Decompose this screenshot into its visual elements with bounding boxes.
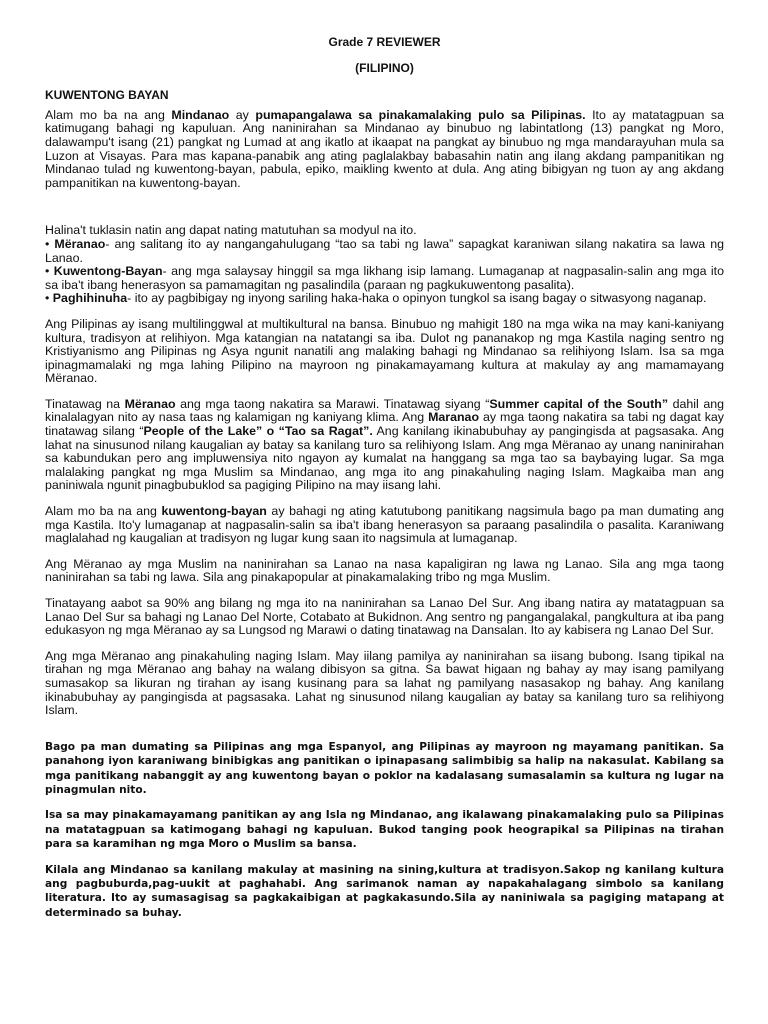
modyul-intro: Halina't tuklasin natin ang dapat nating matutuhan sa modyul na ito. bbox=[45, 223, 417, 238]
meranao-paragraph: Tinatawag na Mëranao ang mga taong nakatira sa Marawi. Tinatawag siyang “Summer capital of the South” dahil ang kinalalagyan nito ay nasa taas ng kalamigan ng kaniyang klima. Ang Maranao ay mga taong nakatira sa tabi ng dagat kay tinatawag silang “People of the Lake” o “Tao sa Ragat”. Ang kanilang ikinabubuhay ay pangingisda at pagsasaka. Ang lahat na sinusunod nilang kaugalian ay batay sa kanilang turo sa relihiyong Islam. Ang mga Mëranao ay unang naninirahan sa kabundukan pero ang impluwensiya nito ngayon ay kumalat na hanggang sa mga tao sa baybaying lugar. Sa mga malalaking pangkat ng mga Muslim sa Mindanao, ang mga ito ang pinakahuling naging Islam. Magkaiba man ang paniniwala ngunit pinagbubuklod sa pagiging Pilipino na may iisang lahi. bbox=[45, 396, 725, 493]
second-section bbox=[45, 740, 724, 920]
term-name: Paghihinuha bbox=[52, 291, 128, 306]
term-item: • Paghihinuha- ito ay pagbibigay ng inyong sariling haka-haka o opinyon tungkol sa isang bagay o sitwasyong naganap. bbox=[45, 291, 707, 306]
section-heading: KUWENTONG BAYAN bbox=[45, 88, 169, 103]
islam-paragraph: Ang mga Mëranao ang pinakahuling naging Islam. May iilang pamilya ay naninirahan sa iisang bubong. Isang tipikal na tirahan ng mga Mëranao ang bahay na walang dibisyon sa gitna. Sa bawat higaan ng bahay ay may isang pamilyang sumasakop sa likuran ng tirahan ay isang kusinang para sa lahat ng pamilyang nasasakop ng bahay. Ang kanilang ikinabubuhay ay pangingisda at pagsasaka. Lahat ng sinusunod nilang kaugalian ay batay sa kanilang turo sa relihiyong Islam. bbox=[45, 648, 724, 718]
document-title: Grade 7 REVIEWER bbox=[328, 35, 441, 49]
term-item: • Kuwentong-Bayan- ang mga salaysay hinggil sa mga likhang isip lamang. Lumaganap at nagpasalin-salin ang mga ito sa iba't ibang henerasyon sa pamamagitan ng pasalindila (paraan ng pagkukuwentong pasalita). bbox=[45, 264, 724, 292]
mindanao-kultura-paragraph: Kilala ang Mindanao sa kanilang makulay at masining na sining,kultura at tradisyon.Sakop ng kanilang kultura ang pagbuburda,pag-uukit at paghahabi. Ang sarimanok naman ay napakahalagang simbolo sa kanilang literatura. Ito ay sumasagisag sa pagkakaibigan at pagkakasundo.Sila ay naniniwala sa pagiging matapang at determinado sa buhay. bbox=[45, 863, 724, 919]
term-item: • Mëranao- ang salitang ito ay nangangahulugang “tao sa tabi ng lawa” sapagkat karaniwan silang nakatira sa lawa ng Lanao. bbox=[45, 236, 724, 265]
term-definition: - ang mga salaysay hinggil sa mga likhang isip lamang. Lumaganap at nagpasalin-salin ang mga ito sa iba't ibang henerasyon sa pamamagitan ng pasalindila (paraan ng pagkukuwentong pasalita). bbox=[45, 264, 724, 292]
term-name: Kuwentong-Bayan bbox=[53, 264, 163, 279]
tinatayang-paragraph: Tinatayang aabot sa 90% ang bilang ng mga ito na naninirahan sa Lanao Del Sur. Ang ibang natira ay matatagpuan sa Lanao Del Sur sa bahagi ng Lanao Del Norte, Cotabato at Bukidnon. Ang sentro ng pangangalakal, pangkultura at iba pang edukasyon ng mga Mëranao ay sa Lungsod ng Marawi o dating tinatawag na Dansalan. Ito ay kabisera ng Lanao Del Sur. bbox=[45, 596, 724, 638]
mindanao-panitikan-paragraph: Isa sa may pinakamayamang panitikan ay ang Isla ng Mindanao, ang ikalawang pinakamalaking pulo sa Pilipinas na matatagpuan sa katimogang bahagi ng kapuluan. Bukod tanging pook heograpikal sa Pilipinas na tirahan para sa karamihan ng mga Moro o Muslim sa bansa. bbox=[45, 809, 724, 851]
document-subtitle: (FILIPINO) bbox=[355, 60, 414, 75]
pilipinas-paragraph: Ang Pilipinas ay isang multilinggwal at multikultural na bansa. Binubuo ng mahigit 180 na mga wika na may kani-kaniyang kultura, tradisyon at relihiyon. Mga katangian na natatangi sa iba. Dulot ng pananakop ng mga Kastila naging sentro ng Kristiyanismo ang Pilipinas ng Asya ngunit nanatili ang malaking bahagi ng Mindanao sa relihiyong Islam. Isa sa mga ipinagmamalaki ng mga lahing Pilipino na mayroon ng pinakamayamang kultura at makulay ay ang mamamayang Mëranao. bbox=[45, 316, 724, 386]
term-definition: - ang salitang ito ay nangangahulugang “tao sa tabi ng lawa” sapagkat karaniwan silang nakatira sa lawa ng Lanao. bbox=[45, 236, 724, 265]
term-definition: - ito ay pagbibigay ng inyong sariling haka-haka o opinyon tungkol sa isang bagay o sitwasyong naganap. bbox=[127, 291, 707, 306]
kuwentong-bayan-paragraph: Alam mo ba na ang kuwentong-bayan ay bahagi ng ating katutubong panitikang nagsimula bago pa man dumating ang mga Kastila. Ito'y lumaganap at nagpasalin-salin sa iba't ibang henerasyon sa paraang pasalindila o pasalita. Karaniwang maglalahad ng kaugalian at tradisyon ng lugar kung saan ito nagsimula at lumaganap. bbox=[45, 504, 724, 546]
term-name: Mëranao bbox=[54, 236, 106, 251]
muslim-paragraph: Ang Mëranao ay mga Muslim na naninirahan sa Lanao na nasa kapaligiran ng lawa ng Lanao. Sila ang mga taong naninirahan sa tabi ng lawa. Sila ang pinakapopular at pinakamalaking tribo ng mga Muslim. bbox=[45, 556, 724, 585]
intro-paragraph: Alam mo ba na ang Mindanao ay pumapangalawa sa pinakamalaking pulo sa Pilipinas. Ito ay matatagpuan sa katimugang bahagi ng kapuluan. Ang naninirahan sa Mindanao ay binubuo ng labintatlong (13) pangkat ng Moro, dalawampu't isang (21) pangkat ng Lumad at ang ikatlo at ikaapat na pangkat ay binubuo ng mga mandarayuhan mula sa Luzon at Visayas. Para mas kapana-panabik ang ating paglalakbay babasahin natin ang ilang akdang pampanitikan ng Mindanao tulad ng kuwentong-bayan, pabula, epiko, maikling kwento at dula. Ang ating bibigyan ng tuon ay ang akdang pampanitikan na kuwentong-bayan. bbox=[45, 107, 724, 190]
espanyol-paragraph: Bago pa man dumating sa Pilipinas ang mga Espanyol, ang Pilipinas ay mayroon ng mayamang panitikan. Sa panahong iyon karaniwang binibigkas ang panitikan o ipinapasang salimbibig sa halip na nakasulat. Kabilang sa mga panitikang nabanggit ay ang kuwentong bayan o poklor na kadalasang sumasalamin sa kultura ng lugar na pinagmulan nito. bbox=[45, 740, 724, 796]
